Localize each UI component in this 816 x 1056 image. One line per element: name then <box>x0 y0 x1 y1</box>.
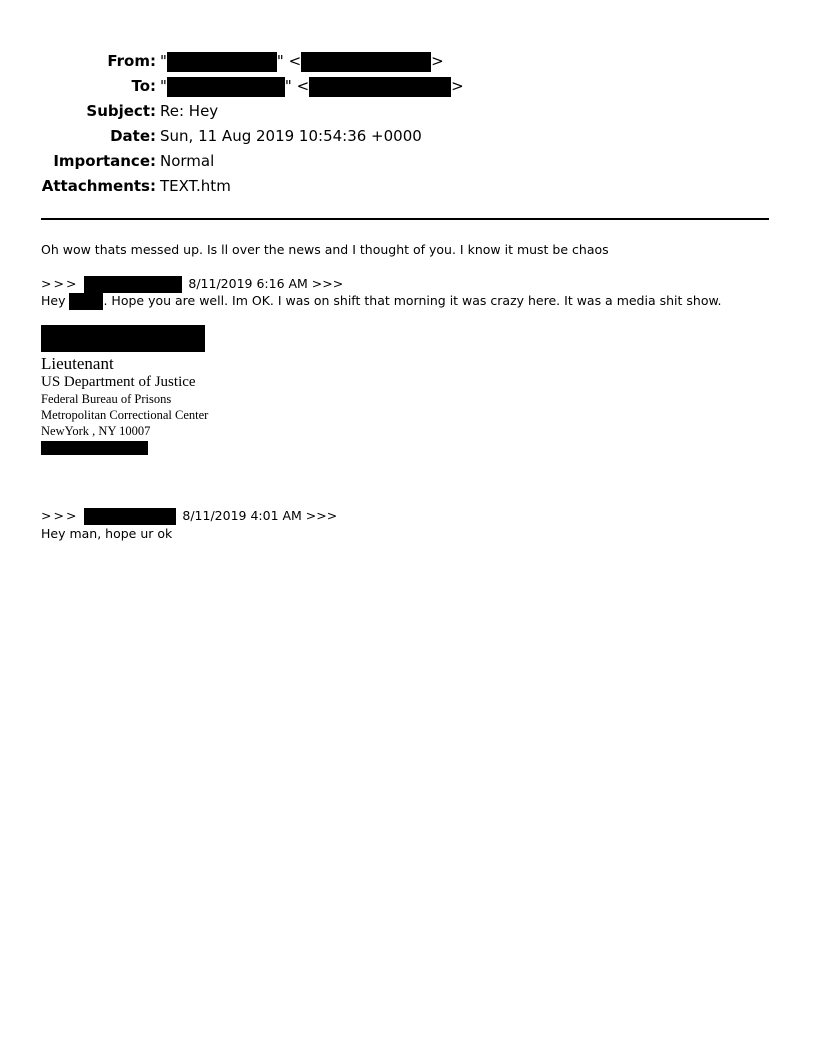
quote1-date: 8/11/2019 6:16 AM >>> <box>188 276 344 291</box>
redacted-quote1-name <box>69 293 103 310</box>
to-row <box>0 75 816 97</box>
from-value <box>160 50 444 72</box>
lt: < <box>288 52 302 70</box>
attachments-label: Attachments: <box>41 177 156 195</box>
importance-value: Normal <box>160 152 215 170</box>
quote1-prefix: >>> <box>41 276 79 291</box>
quote-open: " <box>160 77 167 95</box>
importance-label: Importance: <box>53 152 156 170</box>
importance-row <box>0 150 816 172</box>
quote2-header <box>41 507 337 525</box>
quote1-header <box>41 275 343 293</box>
quote2-body: Hey man, hope ur ok <box>41 526 173 541</box>
reply-text: Oh wow thats messed up. Is ll over the news and I thought of you. I know it must be chaos <box>41 242 609 257</box>
redacted-quote2-sender <box>84 508 176 525</box>
signature-dept: US Department of Justice <box>41 374 196 390</box>
quote-close: " <box>276 52 284 70</box>
subject-label: Subject: <box>86 102 156 120</box>
redacted-signature-name <box>41 325 205 352</box>
to-value <box>160 75 464 97</box>
redacted-quote1-sender <box>84 276 182 293</box>
signature-bureau: Federal Bureau of Prisons <box>41 392 172 406</box>
redacted-recipient-name <box>167 77 285 97</box>
date-value: Sun, 11 Aug 2019 10:54:36 +0000 <box>160 127 422 145</box>
to-label: To: <box>131 77 156 95</box>
quote1-text: . Hope you are well. Im OK. I was on shift that morning it was crazy here. It was a media shit show. <box>103 293 722 308</box>
quote2-date: 8/11/2019 4:01 AM >>> <box>182 508 338 523</box>
redacted-sender-name <box>167 52 277 72</box>
quote-open: " <box>160 52 167 70</box>
redacted-signature-phone <box>41 441 148 455</box>
quote1-hey: Hey <box>41 293 66 308</box>
from-row <box>0 50 816 72</box>
gt: > <box>451 77 464 95</box>
signature-title: Lieutenant <box>41 354 114 373</box>
subject-value: Re: Hey <box>160 102 219 120</box>
redacted-recipient-email <box>309 77 451 97</box>
date-label: Date: <box>110 127 156 145</box>
quote-close: " <box>284 77 292 95</box>
attachments-value: TEXT.htm <box>160 177 231 195</box>
quote2-prefix: >>> <box>41 508 79 523</box>
header-divider <box>41 218 769 220</box>
gt: > <box>431 52 444 70</box>
signature-city: NewYork , NY 10007 <box>41 424 151 438</box>
redacted-sender-email <box>301 52 431 72</box>
lt: < <box>296 77 310 95</box>
attachments-row <box>0 175 816 197</box>
date-row <box>0 125 816 147</box>
signature-facility: Metropolitan Correctional Center <box>41 408 209 422</box>
from-label: From: <box>107 52 156 70</box>
subject-row <box>0 100 816 122</box>
quote1-body <box>41 292 722 310</box>
